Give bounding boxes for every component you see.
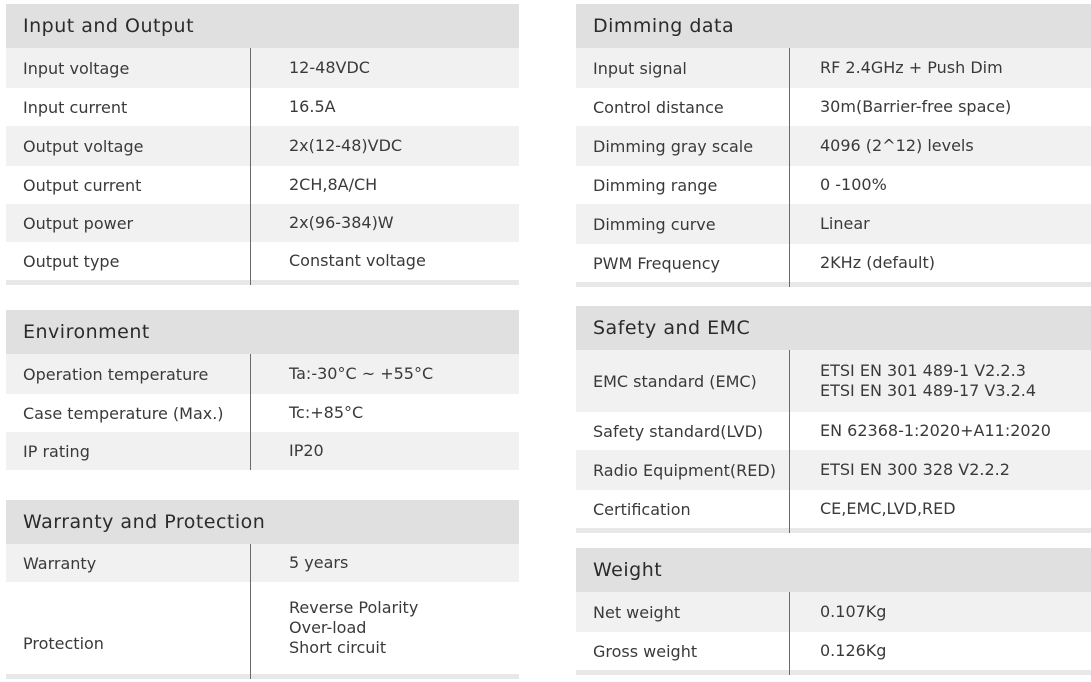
spec-row	[576, 166, 1091, 204]
spec-label: EMC standard (EMC)	[593, 371, 757, 391]
section-header: Dimming data	[576, 4, 1091, 48]
spec-label: Input signal	[593, 58, 687, 78]
spec-value	[789, 490, 1091, 528]
spec-row	[576, 592, 1091, 632]
spec-row	[576, 204, 1091, 244]
spec-value-text: 4096 (2^12) levels	[820, 136, 974, 155]
spec-label: Certification	[593, 499, 691, 519]
spec-value-text: Linear	[820, 214, 870, 233]
spec-row	[576, 412, 1091, 450]
spec-value-text: 0 -100%	[820, 175, 887, 194]
section-footer	[6, 674, 519, 679]
spec-row	[6, 544, 519, 582]
spec-value	[250, 432, 519, 470]
section-footer	[576, 528, 1091, 533]
spec-value	[250, 544, 519, 582]
spec-label: Warranty	[23, 553, 97, 573]
spec-label: Control distance	[593, 97, 724, 117]
spec-value-text: IP20	[289, 441, 324, 460]
spec-row	[6, 432, 519, 470]
spec-label: Output voltage	[23, 136, 144, 156]
spec-value	[250, 126, 519, 166]
safety-section	[576, 306, 1091, 533]
spec-label: Dimming range	[593, 175, 718, 195]
spec-value	[789, 166, 1091, 204]
warranty-section	[6, 500, 519, 679]
spec-value	[789, 126, 1091, 166]
spec-value	[789, 88, 1091, 126]
spec-value-text: ETSI EN 301 489-1 V2.2.3	[820, 361, 1026, 380]
spec-row	[576, 350, 1091, 412]
spec-label: Gross weight	[593, 641, 698, 661]
spec-label: PWM Frequency	[593, 253, 721, 273]
spec-value	[250, 166, 519, 204]
spec-label: Output power	[23, 213, 134, 233]
spec-label: Radio Equipment(RED)	[593, 460, 776, 480]
spec-value-text: 16.5A	[289, 97, 336, 116]
environment-section	[6, 310, 519, 470]
spec-row	[6, 48, 519, 88]
spec-value-text: Ta:-30°C ~ +55°C	[289, 364, 434, 383]
spec-value	[789, 48, 1091, 88]
spec-value	[250, 48, 519, 88]
spec-value-text: 30m(Barrier-free space)	[820, 97, 1012, 116]
spec-row	[576, 126, 1091, 166]
spec-value-text: 2x(96-384)W	[289, 213, 394, 232]
spec-row	[576, 632, 1091, 670]
spec-label: IP rating	[23, 441, 90, 461]
spec-value-text: 5 years	[289, 553, 349, 572]
spec-value	[250, 242, 519, 280]
spec-value-text: 2x(12-48)VDC	[289, 136, 403, 155]
spec-value-text: 2CH,8A/CH	[289, 175, 378, 194]
spec-value	[789, 592, 1091, 632]
section-footer	[6, 280, 519, 285]
spec-value-text: Constant voltage	[289, 251, 426, 270]
spec-value-text: 2KHz (default)	[820, 253, 935, 272]
spec-value-text: 12-48VDC	[289, 58, 370, 77]
section-header: Input and Output	[6, 4, 519, 48]
spec-value	[250, 394, 519, 432]
spec-value	[789, 450, 1091, 490]
spec-label: Output type	[23, 251, 120, 271]
spec-value-text: Over-load	[289, 618, 367, 637]
section-header: Safety and EMC	[576, 306, 1091, 350]
spec-row	[6, 242, 519, 280]
spec-value	[789, 350, 1091, 412]
spec-row	[6, 126, 519, 166]
spec-row	[6, 582, 519, 674]
spec-value-text: RF 2.4GHz + Push Dim	[820, 58, 1003, 77]
spec-value-text: CE,EMC,LVD,RED	[820, 499, 956, 518]
spec-value-text: 0.126Kg	[820, 641, 887, 660]
spec-label: Net weight	[593, 602, 681, 622]
spec-label: Dimming curve	[593, 214, 716, 234]
spec-label: Operation temperature	[23, 364, 209, 384]
spec-label: Input voltage	[23, 58, 130, 78]
spec-row	[576, 244, 1091, 282]
dimming-section	[576, 4, 1091, 287]
section-header: Weight	[576, 548, 1091, 592]
section-header: Environment	[6, 310, 519, 354]
spec-value	[789, 244, 1091, 282]
spec-value	[250, 88, 519, 126]
spec-value-text: 0.107Kg	[820, 602, 887, 621]
spec-row	[576, 88, 1091, 126]
spec-value-text: Short circuit	[289, 638, 387, 657]
spec-value-text: EN 62368-1:2020+A11:2020	[820, 421, 1051, 440]
spec-value-text: ETSI EN 300 328 V2.2.2	[820, 460, 1010, 479]
weight-section	[576, 548, 1091, 675]
spec-row	[6, 204, 519, 242]
spec-value	[250, 204, 519, 242]
spec-row	[576, 490, 1091, 528]
spec-label: Dimming gray scale	[593, 136, 754, 156]
spec-label: Safety standard(LVD)	[593, 421, 764, 441]
spec-value-text: Tc:+85°C	[289, 403, 364, 422]
spec-value-text: ETSI EN 301 489-17 V3.2.4	[820, 381, 1037, 400]
spec-row	[576, 450, 1091, 490]
spec-value-text: Reverse Polarity	[289, 598, 419, 617]
spec-row	[6, 88, 519, 126]
spec-label: Input current	[23, 97, 128, 117]
section-footer	[576, 670, 1091, 675]
spec-row	[6, 354, 519, 394]
spec-row	[6, 166, 519, 204]
input-output-section	[6, 4, 519, 285]
spec-label: Case temperature (Max.)	[23, 403, 224, 423]
section-header: Warranty and Protection	[6, 500, 519, 544]
spec-value	[250, 582, 519, 674]
spec-row	[6, 394, 519, 432]
spec-label: Protection	[23, 633, 104, 653]
spec-value	[789, 412, 1091, 450]
spec-value	[789, 632, 1091, 670]
spec-label: Output current	[23, 175, 142, 195]
section-footer	[576, 282, 1091, 287]
spec-value	[789, 204, 1091, 244]
spec-row	[576, 48, 1091, 88]
spec-value	[250, 354, 519, 394]
